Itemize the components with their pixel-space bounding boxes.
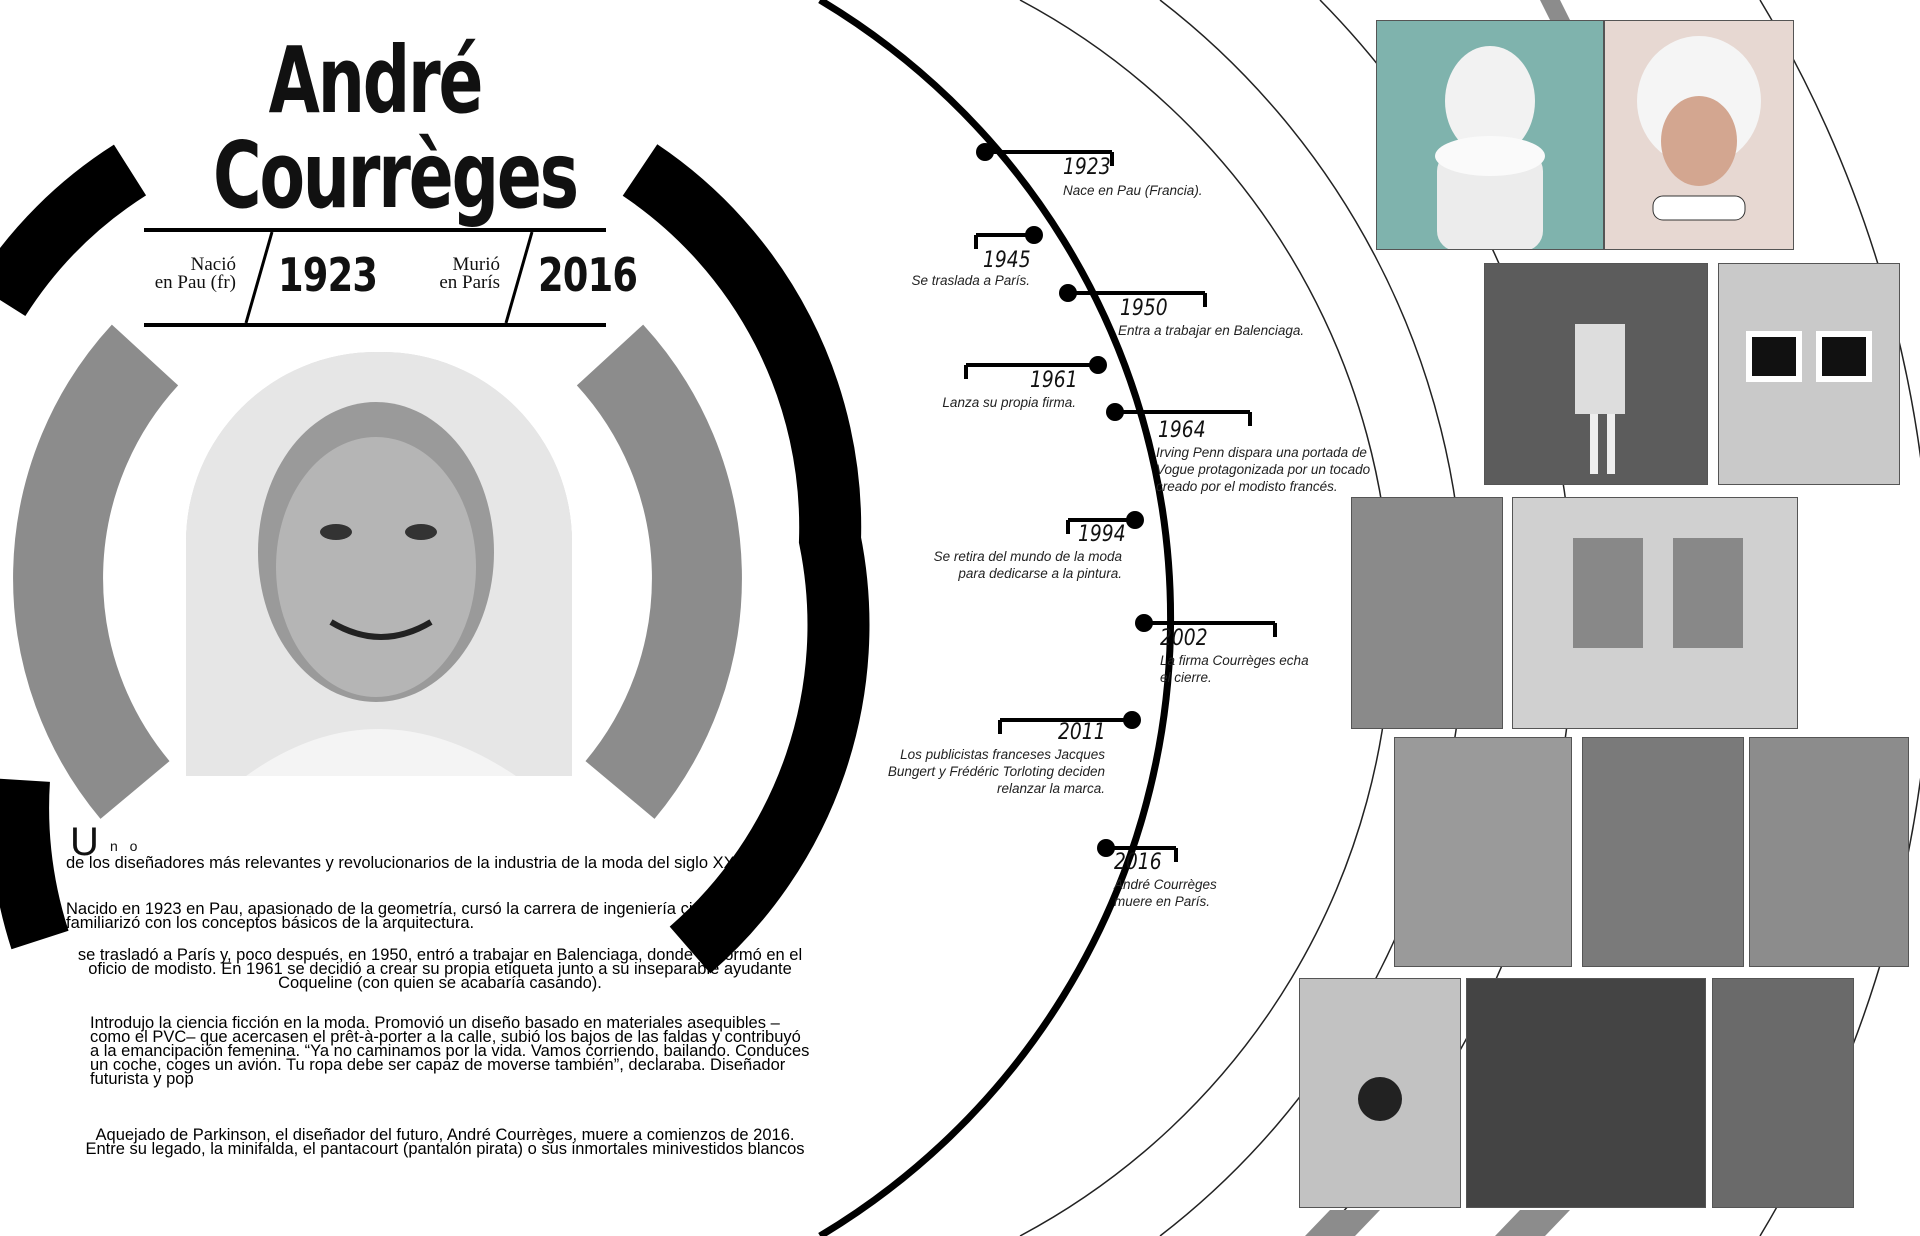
- photo-cutout-dress: [1299, 978, 1461, 1208]
- title-first-name: André: [268, 27, 482, 134]
- photo-checked-cape: [1749, 737, 1909, 967]
- photo-white-suit: [1712, 978, 1854, 1208]
- timeline-dot: [1135, 614, 1153, 632]
- timeline-dot: [1106, 403, 1124, 421]
- timeline-year: 1994: [1078, 522, 1126, 547]
- timeline-dot: [1123, 711, 1141, 729]
- timeline-text: Se traslada a París.: [911, 273, 1030, 288]
- portrait-photo: [186, 352, 572, 776]
- timeline-dot: [1097, 839, 1115, 857]
- header-divider-2: [506, 232, 532, 323]
- timeline-text: Irving Penn dispara una portada de Vogue protagonizada por un tocado creado por el modisto francés.: [1156, 445, 1371, 494]
- timeline-year: 1950: [1120, 296, 1168, 321]
- timeline-year: 1945: [983, 248, 1031, 273]
- timeline-dot: [976, 143, 994, 161]
- timeline-dot: [1126, 511, 1144, 529]
- photo-square-glasses: [1718, 263, 1900, 485]
- timeline-year: 1923: [1063, 155, 1111, 180]
- photo-helmet-sunglasses: [1604, 20, 1794, 250]
- gray-ring-right: [610, 355, 697, 790]
- black-ring-left-top: [0, 170, 130, 300]
- black-ring-left-bottom: [19, 780, 40, 940]
- born-year: 1923: [278, 248, 378, 302]
- timeline-year: 2011: [1058, 720, 1106, 745]
- photo-two-models-striped: [1582, 737, 1744, 967]
- timeline-year: 1961: [1030, 368, 1078, 393]
- timeline-text: Entra a trabajar en Balenciaga.: [1118, 323, 1305, 338]
- timeline-text: Se retira del mundo de la moda para dedicarse a la pintura.: [933, 549, 1122, 581]
- bio-paragraph-5: Aquejado de Parkinson, el diseñador del futuro, André Courrèges, muere a comienzos de 2016. Entre su legado, la minifalda, el pantacourt (pantalón pirata) o sus inmortales minivestidos blancos: [85, 1126, 805, 1158]
- photo-checked-dress: [1484, 263, 1708, 485]
- timeline-text: La firma Courrèges echa el cierre.: [1160, 653, 1309, 685]
- timeline-dot: [1025, 226, 1043, 244]
- born-label: Nació en Pau (fr): [154, 254, 236, 293]
- timeline-dot: [1089, 356, 1107, 374]
- gray-ring-left: [58, 355, 145, 790]
- timeline-text: André Courrèges muere en París.: [1114, 877, 1217, 909]
- photo-dancing-boots: [1466, 978, 1706, 1208]
- dropcap-letter: U: [70, 820, 99, 864]
- photo-white-hood: [1376, 20, 1604, 250]
- timeline-text: Los publicistas franceses Jacques Bungert y Frédéric Torloting deciden relanzar la marca.: [887, 747, 1105, 796]
- photo-striped-coat: [1394, 737, 1572, 967]
- photo-two-gingham-dresses: [1512, 497, 1798, 729]
- bio-paragraph-1: de los diseñadores más relevantes y revolucionarios de la industria de la moda del siglo XX.: [66, 854, 740, 872]
- timeline-dot: [1059, 284, 1077, 302]
- bio-paragraph-4: Introdujo la ciencia ficción en la moda. Promovió un diseño basado en materiales asequibles –como el PVC– que acercasen el prêt-à-porter a la calle, subió los bajos de las faldas y contribuyó a la emancipación femenina. “Ya no caminamos por la vida. Vamos corriendo, bailando. Conduces un coche, coges un avión. Tu ropa debe ser capaz de moverse también”, declaraba. Diseñador futurista y pop: [90, 1014, 810, 1088]
- timeline-text: Lanza su propia firma.: [942, 395, 1076, 410]
- timeline-year: 1964: [1158, 418, 1206, 443]
- gray-bar-bottom: [1305, 1210, 1380, 1236]
- dropcap-rest: n o: [110, 838, 142, 854]
- died-year: 2016: [538, 248, 638, 302]
- timeline-year: 2016: [1114, 850, 1162, 875]
- header-divider-1: [246, 232, 272, 323]
- timeline-text: Nace en Pau (Francia).: [1063, 183, 1203, 198]
- title-last-name: Courrèges: [213, 122, 577, 229]
- timeline-year: 2002: [1160, 626, 1208, 651]
- photo-three-models: [1351, 497, 1503, 729]
- died-label: Murió en París: [439, 254, 500, 293]
- bio-paragraph-2: Nacido en 1923 en Pau, apasionado de la geometría, cursó la carrera de ingeniería civil. Allí se familiarizó con los conceptos básicos de la arquitectura.: [66, 900, 762, 932]
- bio-paragraph-3: se trasladó a París y, poco después, en 1950, entró a trabajar en Balenciaga, donde se formó en el oficio de modisto. En 1961 se decidió a crear su propia etiqueta junto a su inseparable ayudante Coqueline (con quien se acabaría casando).: [77, 946, 803, 992]
